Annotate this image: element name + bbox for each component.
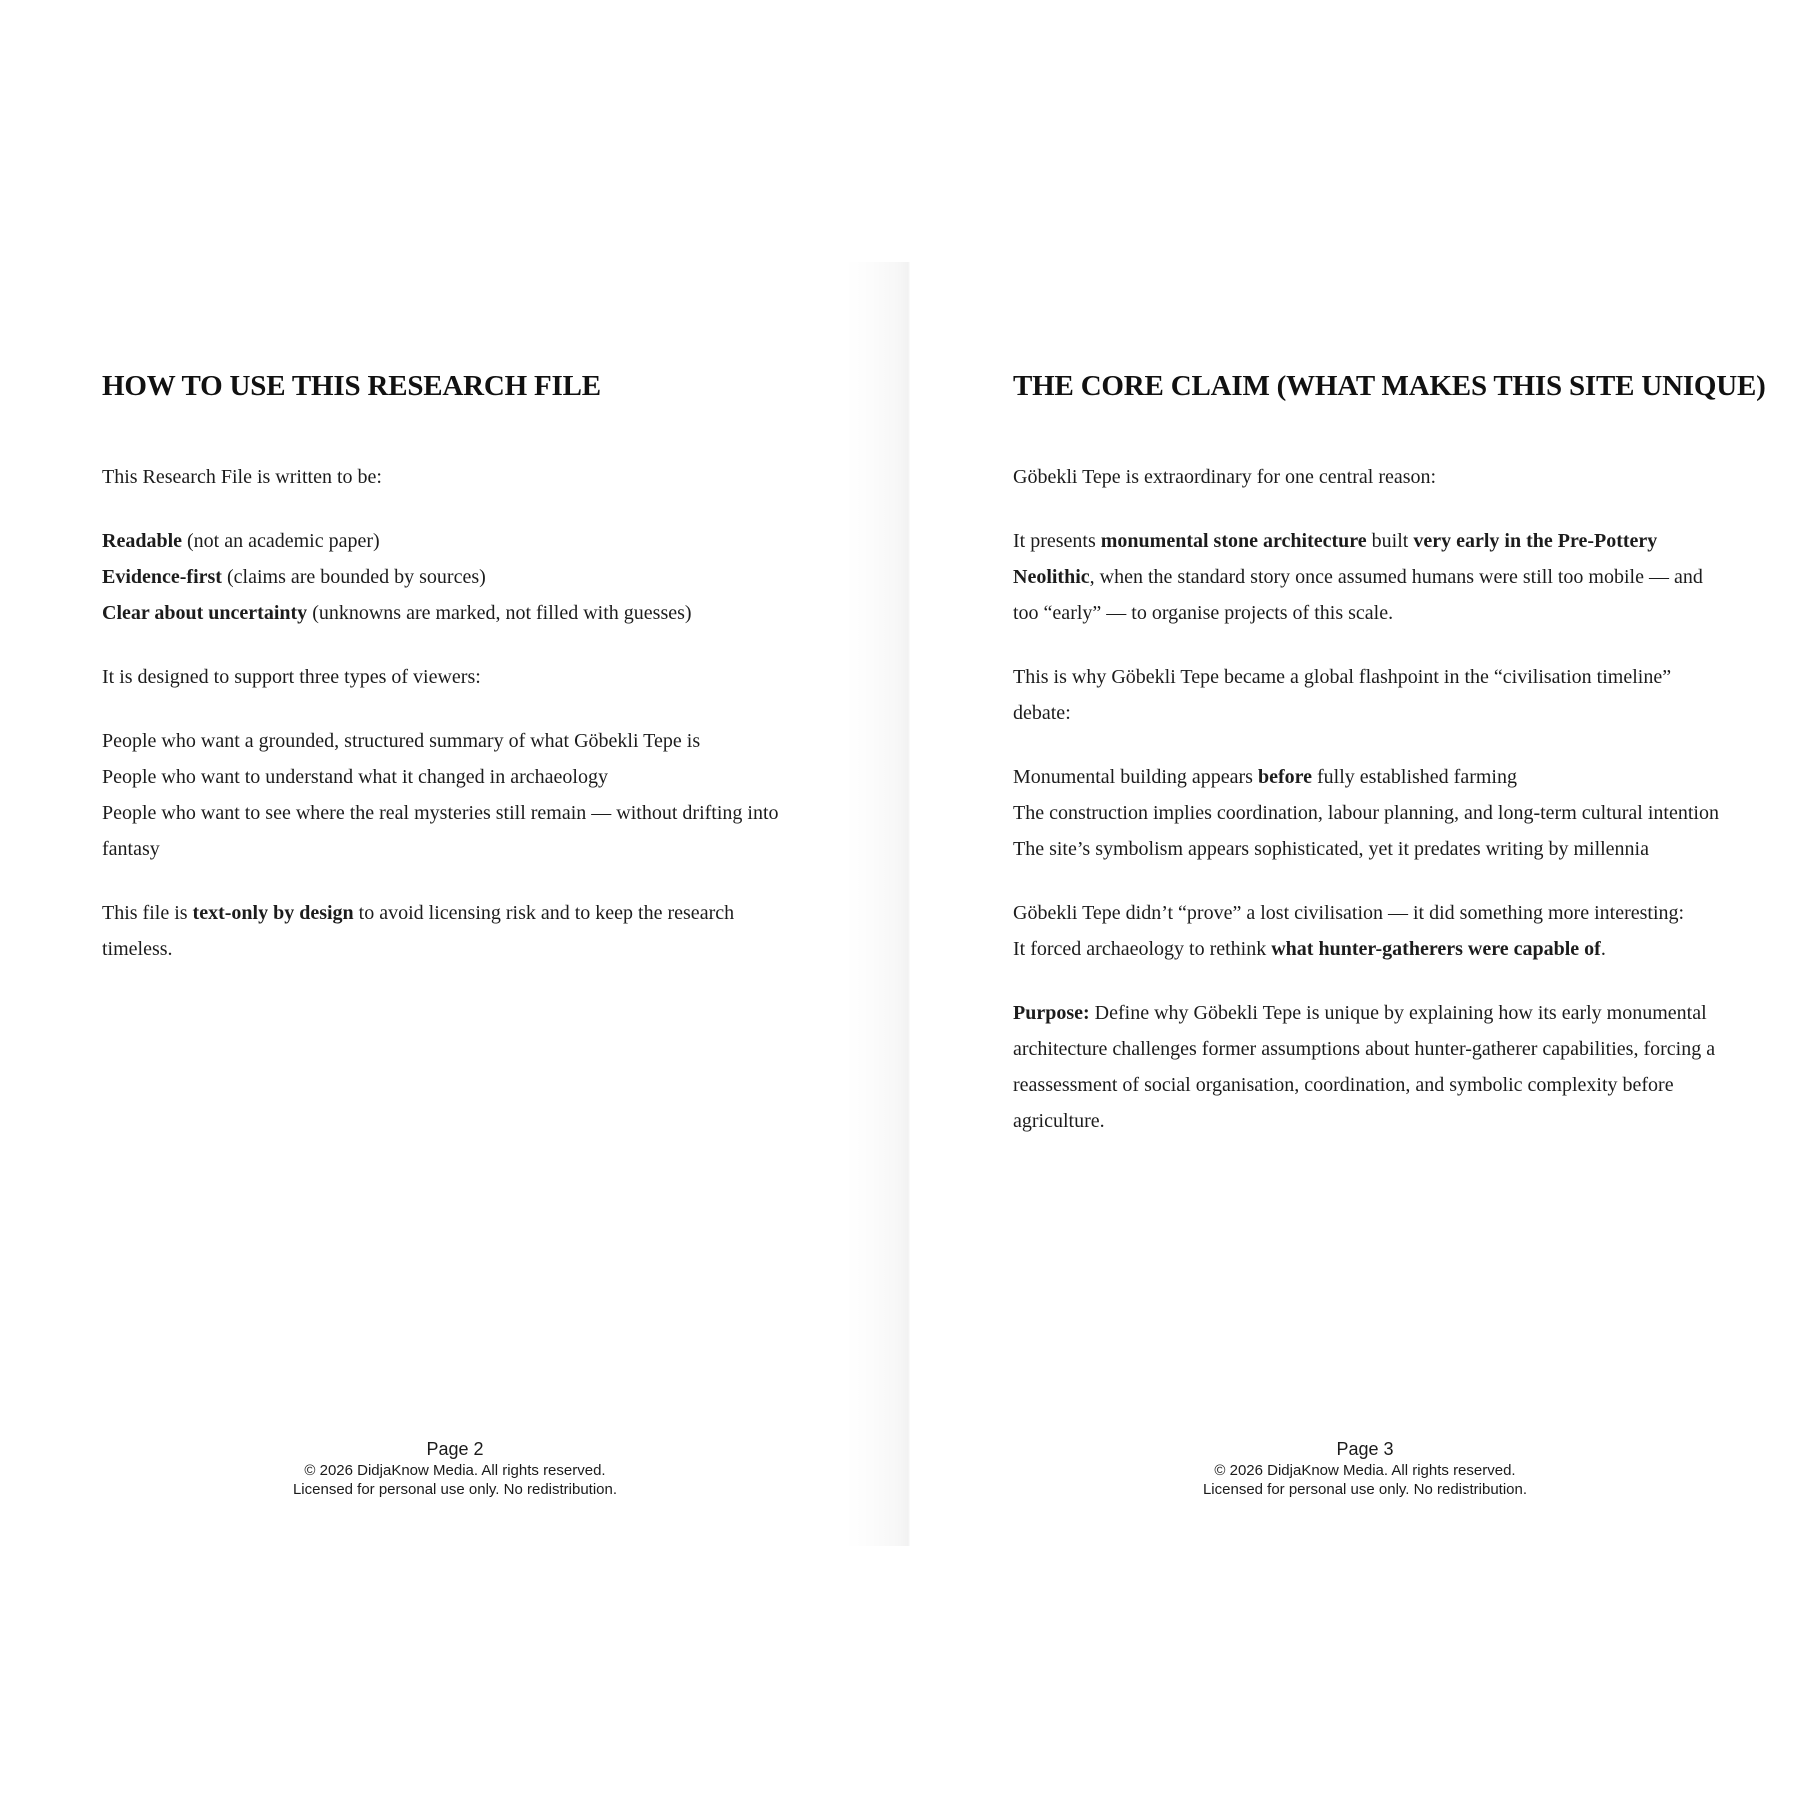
page-footer-left xyxy=(0,1438,910,1499)
text-line: It forced archaeology to rethink what hunter-gatherers were capable of. xyxy=(1013,938,1606,960)
text-line: Readable (not an academic paper) xyxy=(102,530,380,552)
text-line: This is why Göbekli Tepe became a global flashpoint in the “civilisation timeline” debate: xyxy=(1013,666,1672,724)
paragraph-group xyxy=(1013,659,1719,731)
page-spine-shadow xyxy=(844,262,910,1546)
page-title: THE CORE CLAIM (WHAT MAKES THIS SITE UNIQUE) xyxy=(1013,370,1766,402)
paragraph-group xyxy=(102,459,802,495)
paragraph-group xyxy=(102,723,802,867)
paragraph-group xyxy=(102,659,802,695)
page-footer-right xyxy=(910,1438,1820,1499)
text-line: Göbekli Tepe is extraordinary for one central reason: xyxy=(1013,466,1437,488)
page-number: Page 3 xyxy=(1336,1439,1394,1459)
paragraph-group xyxy=(1013,895,1719,967)
page-body xyxy=(1013,459,1719,1139)
paragraph-group xyxy=(1013,523,1719,631)
page-body xyxy=(102,459,802,967)
paragraph-group xyxy=(102,895,802,967)
page-number: Page 2 xyxy=(426,1439,484,1459)
license-line: Licensed for personal use only. No redistribution. xyxy=(292,1481,618,1498)
text-line: People who want to understand what it changed in archaeology xyxy=(102,766,608,788)
text-line: It is designed to support three types of viewers: xyxy=(102,666,481,688)
text-line: Evidence-first (claims are bounded by sources) xyxy=(102,566,486,588)
license-line: Licensed for personal use only. No redistribution. xyxy=(1202,1481,1528,1498)
copyright-line: © 2026 DidjaKnow Media. All rights reserved. xyxy=(304,1462,606,1479)
paragraph-group xyxy=(1013,995,1719,1139)
text-line: Monumental building appears before fully established farming xyxy=(1013,766,1517,788)
paragraph-group xyxy=(102,523,802,631)
text-line: Purpose: Define why Göbekli Tepe is unique by explaining how its early monumental architecture challenges former assumptions about hunter-gatherer capabilities, forcing a reassessment of social organisation, coordination, and symbolic complexity before agriculture. xyxy=(1013,1002,1716,1132)
text-line: It presents monumental stone architecture built very early in the Pre-Pottery Neolithic, when the standard story once assumed humans were still too mobile — and too “early” — to organise projects of this scale. xyxy=(1013,530,1703,624)
page-left xyxy=(102,370,802,995)
copyright-line: © 2026 DidjaKnow Media. All rights reserved. xyxy=(1214,1462,1516,1479)
text-line: This Research File is written to be: xyxy=(102,466,382,488)
text-line: People who want to see where the real mysteries still remain — without drifting into fantasy xyxy=(102,802,779,860)
text-line: This file is text-only by design to avoid licensing risk and to keep the research timeless. xyxy=(102,902,735,960)
paragraph-group xyxy=(1013,459,1719,495)
text-line: The site’s symbolism appears sophisticated, yet it predates writing by millennia xyxy=(1013,838,1649,860)
text-line: Göbekli Tepe didn’t “prove” a lost civilisation — it did something more interesting: xyxy=(1013,902,1685,924)
text-line: The construction implies coordination, labour planning, and long-term cultural intention xyxy=(1013,802,1719,824)
page-right xyxy=(1013,370,1766,1167)
text-line: Clear about uncertainty (unknowns are marked, not filled with guesses) xyxy=(102,602,692,624)
page-title: HOW TO USE THIS RESEARCH FILE xyxy=(102,370,601,402)
text-line: People who want a grounded, structured summary of what Göbekli Tepe is xyxy=(102,730,701,752)
paragraph-group xyxy=(1013,759,1719,867)
